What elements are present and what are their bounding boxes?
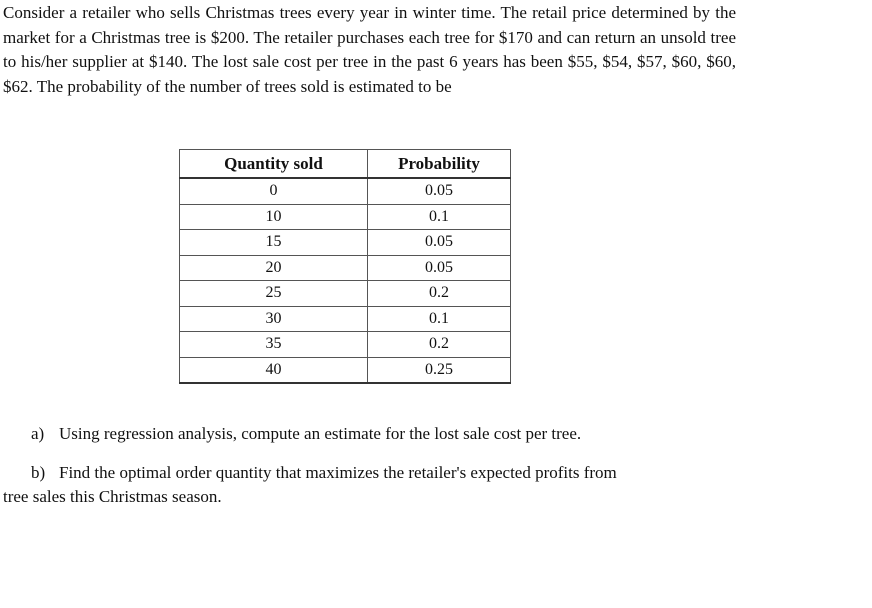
- probability-cell: 0.05: [368, 230, 511, 256]
- question-a: [31, 422, 581, 446]
- quantity-cell: 15: [180, 230, 368, 256]
- question-b-first-line: [3, 463, 617, 482]
- probability-cell: 0.05: [368, 178, 511, 204]
- probability-table-container: [179, 149, 511, 384]
- quantity-cell: 40: [180, 357, 368, 383]
- probability-cell: 0.2: [368, 281, 511, 307]
- table-row: [180, 204, 511, 230]
- probability-cell: 0.2: [368, 332, 511, 358]
- question-b: [3, 461, 703, 509]
- table-row: [180, 255, 511, 281]
- table-row: [180, 230, 511, 256]
- quantity-cell: 35: [180, 332, 368, 358]
- table-row: [180, 281, 511, 307]
- question-b-text-line1: Find the optimal order quantity that maximizes the retailer's expected profits from: [59, 463, 617, 482]
- probability-cell: 0.25: [368, 357, 511, 383]
- quantity-cell: 0: [180, 178, 368, 204]
- question-a-marker: a): [31, 424, 45, 443]
- question-b-marker: b): [31, 463, 46, 482]
- question-a-text: Using regression analysis, compute an estimate for the lost sale cost per tree.: [59, 424, 582, 443]
- column-header-quantity: Quantity sold: [180, 150, 368, 179]
- probability-cell: 0.1: [368, 306, 511, 332]
- probability-table: [179, 149, 511, 384]
- quantity-cell: 30: [180, 306, 368, 332]
- table-header-row: [180, 150, 511, 179]
- table-row: [180, 178, 511, 204]
- probability-cell: 0.05: [368, 255, 511, 281]
- question-b-text-line2: tree sales this Christmas season.: [3, 487, 222, 506]
- problem-intro: Consider a retailer who sells Christmas trees every year in winter time. The retail price determined by the market for a Christmas tree is $200. The retailer purchases each tree for $170 and can return an unsold tree to his/her supplier at $140. The lost sale cost per tree in the past 6 years has been $55, $54, $57, $60, $60, $62. The probability of the number of trees sold is estimated to be: [3, 3, 736, 96]
- table-row: [180, 332, 511, 358]
- quantity-cell: 10: [180, 204, 368, 230]
- probability-cell: 0.1: [368, 204, 511, 230]
- table-row: [180, 357, 511, 383]
- column-header-probability: Probability: [368, 150, 511, 179]
- table-row: [180, 306, 511, 332]
- quantity-cell: 25: [180, 281, 368, 307]
- quantity-cell: 20: [180, 255, 368, 281]
